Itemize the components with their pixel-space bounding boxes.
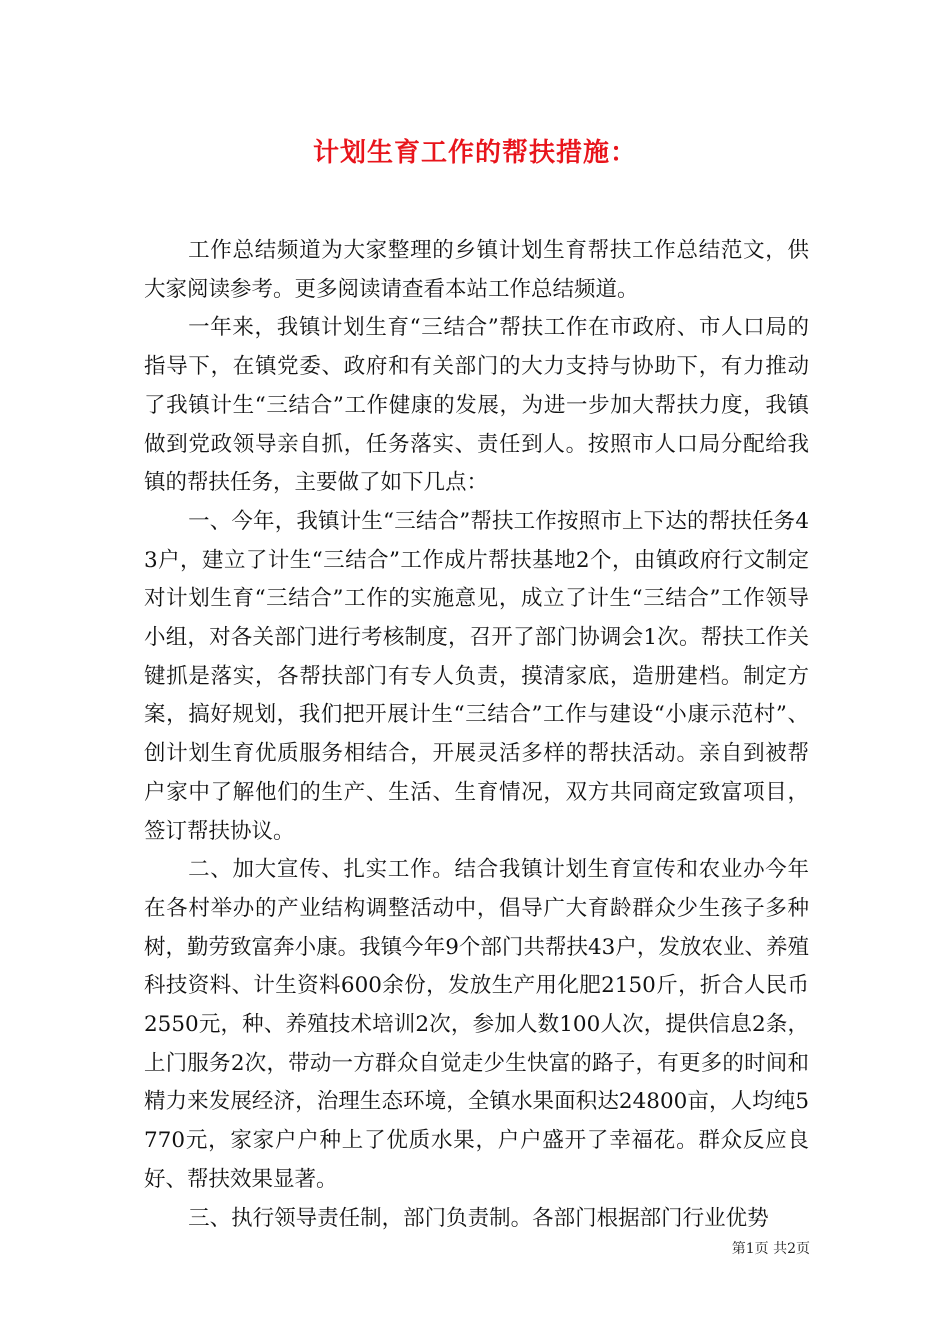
paragraph-point-three: 三、执行领导责任制，部门负责制。各部门根据部门行业优势 [188,1205,769,1231]
current-page-number: 1 [745,1241,755,1257]
document-body [144,232,809,1238]
total-pages-number: 2 [787,1241,796,1257]
page-label-prefix: 第 [731,1241,746,1257]
document-title: 计划生育工作的帮扶措施： [312,138,637,168]
paragraph-point-two: 二、加大宣传、扎实工作。结合我镇计划生育宣传和农业办今年在各村举办的产业结构调整活动中，倡导广大育龄群众少生孩子多种树，勤劳致富奔小康。我镇今年9个部门共帮扶43户，发放农业、养殖科技资料、计生资料600余份，发放生产用化肥2150斤，折合人民币2550元，种、养殖技术培训2次，参加人数100人次，提供信息2条，上门服务2次，带动一方群众自觉走少生快富的路子，有更多的时间和精力来发展经济，治理生态环境，全镇水果面积达24800亩，人均纯5770元，家家户户种上了优质水果，户户盛开了幸福花。群众反应良好、帮扶效果显著。 [144,857,809,1192]
paragraph-intro: 工作总结频道为大家整理的乡镇计划生育帮扶工作总结范文，供大家阅读参考。更多阅读请查看本站工作总结频道。 [144,238,809,302]
page-label-middle: 页 共 [754,1241,788,1257]
page-label-suffix: 页 [796,1241,810,1257]
page-number-footer [732,1238,810,1258]
paragraph-overview: 一年来，我镇计划生育“三结合”帮扶工作在市政府、市人口局的指导下，在镇党委、政府和有关部门的大力支持与协助下，有力推动了我镇计生“三结合”工作健康的发展，为进一步加大帮扶力度，我镇做到党政领导亲自抓，任务落实、责任到人。按照市人口局分配给我镇的帮扶任务，主要做了如下几点： [144,315,809,496]
paragraph-point-one: 一、今年，我镇计生“三结合”帮扶工作按照市上下达的帮扶任务43户，建立了计生“三结合”工作成片帮扶基地2个，由镇政府行文制定对计划生育“三结合”工作的实施意见，成立了计生“三结合”工作领导小组，对各关部门进行考核制度，召开了部门协调会1次。帮扶工作关键抓是落实，各帮扶部门有专人负责，摸清家底，造册建档。制定方案，搞好规划，我们把开展计生“三结合”工作与建设“小康示范村”、创计划生育优质服务相结合，开展灵活多样的帮扶活动。亲自到被帮户家中了解他们的生产、生活、生育情况，双方共同商定致富项目，签订帮扶协议。 [144,508,809,844]
